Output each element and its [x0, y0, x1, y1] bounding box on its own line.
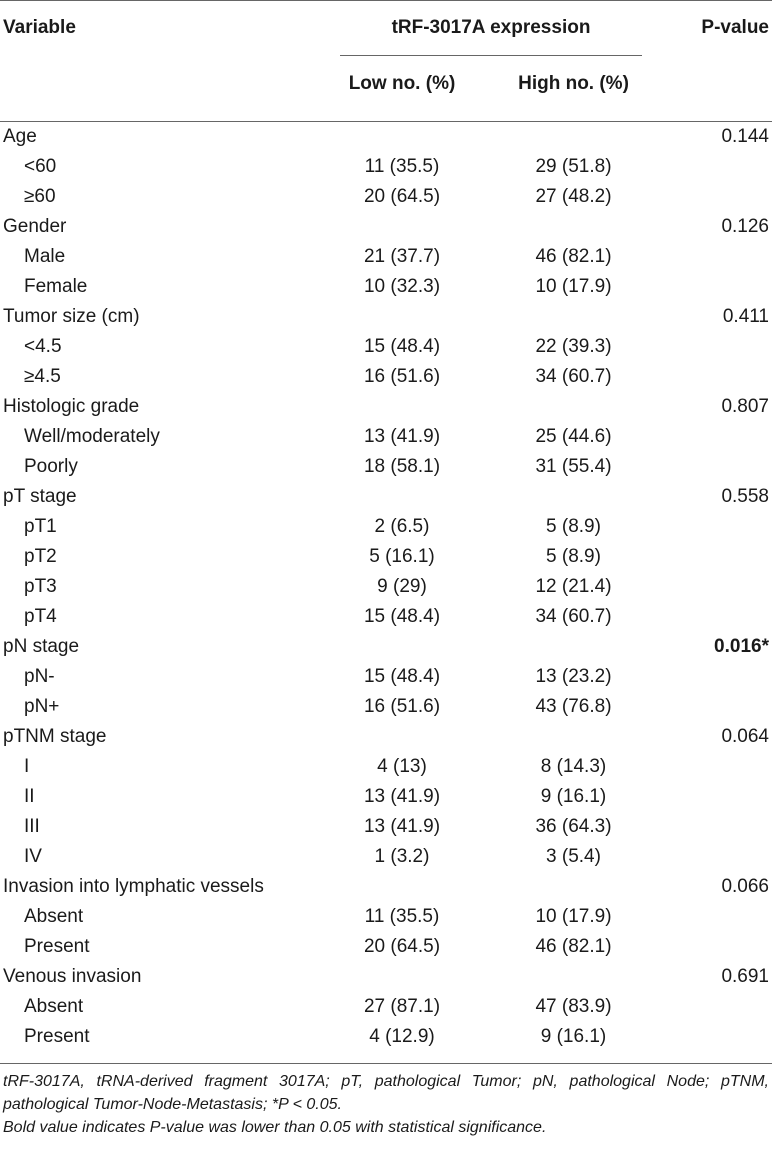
high-count-cell: 31 (55.4) — [535, 456, 612, 477]
high-count-cell: 8 (14.3) — [540, 756, 607, 777]
table-row-subitem — [0, 362, 772, 392]
table-row-subitem — [0, 542, 772, 572]
high-count-cell: 36 (64.3) — [535, 816, 612, 837]
header-variable: Variable — [3, 17, 76, 38]
row-label: <60 — [24, 156, 57, 177]
table-row-subitem — [0, 902, 772, 932]
table-row-subitem — [0, 842, 772, 872]
high-count-cell: 5 (8.9) — [546, 546, 601, 567]
table-row-subitem — [0, 812, 772, 842]
low-count-cell: 13 (41.9) — [363, 816, 441, 837]
pvalue-cell: 0.144 — [721, 126, 769, 147]
row-label: ≥60 — [24, 186, 56, 207]
table-row-subitem — [0, 662, 772, 692]
bottom-rule — [0, 1063, 772, 1064]
row-label: Histologic grade — [3, 396, 140, 417]
row-label: Present — [24, 1026, 90, 1047]
table-body — [0, 122, 772, 1052]
header-low: Low no. (%) — [348, 73, 456, 94]
low-count-cell: 2 (6.5) — [374, 516, 430, 537]
row-label: Absent — [24, 996, 84, 1017]
row-label: Well/moderately — [24, 426, 160, 447]
table-row-variable — [0, 302, 772, 332]
high-count-cell: 25 (44.6) — [535, 426, 612, 447]
pvalue-cell: 0.691 — [721, 966, 769, 987]
high-count-cell: 47 (83.9) — [535, 996, 612, 1017]
high-count-cell: 27 (48.2) — [535, 186, 612, 207]
table-row-subitem — [0, 692, 772, 722]
table-row-variable — [0, 872, 772, 902]
table-row-variable — [0, 482, 772, 512]
low-count-cell: 16 (51.6) — [363, 366, 441, 387]
high-count-cell: 13 (23.2) — [535, 666, 612, 687]
row-label: pTNM stage — [3, 726, 107, 747]
high-count-cell: 43 (76.8) — [535, 696, 612, 717]
low-count-cell: 5 (16.1) — [369, 546, 435, 567]
table-row-subitem — [0, 422, 772, 452]
table-row-variable — [0, 632, 772, 662]
row-label: pT3 — [24, 576, 57, 597]
high-count-cell: 9 (16.1) — [540, 786, 607, 807]
expression-span-rule — [340, 55, 642, 56]
table-row-subitem — [0, 242, 772, 272]
table-row-subitem — [0, 182, 772, 212]
row-label: pT4 — [24, 606, 57, 627]
row-label: pT1 — [24, 516, 57, 537]
pvalue-cell: 0.016* — [714, 636, 769, 657]
row-label: II — [24, 786, 35, 807]
table-row-variable — [0, 962, 772, 992]
pvalue-cell: 0.064 — [721, 726, 769, 747]
high-count-cell: 9 (16.1) — [540, 1026, 607, 1047]
low-count-cell: 15 (48.4) — [363, 336, 441, 357]
row-label: <4.5 — [24, 336, 62, 357]
low-count-cell: 9 (29) — [377, 576, 427, 597]
low-count-cell: 4 (12.9) — [369, 1026, 435, 1047]
table-row-subitem — [0, 932, 772, 962]
row-label: pT2 — [24, 546, 57, 567]
low-count-cell: 20 (64.5) — [363, 186, 441, 207]
low-count-cell: 15 (48.4) — [363, 666, 441, 687]
row-label: Tumor size (cm) — [3, 306, 140, 327]
low-count-cell: 20 (64.5) — [363, 936, 441, 957]
footnote-abbreviations: tRF-3017A, tRNA-derived fragment 3017A; pT, pathological Tumor; pN, pathological Node; pTNM, pathological Tumor-Node-Metastasis; *P < 0.05. — [3, 1073, 769, 1113]
high-count-cell: 46 (82.1) — [535, 246, 612, 267]
header-high: High no. (%) — [518, 73, 629, 94]
low-count-cell: 16 (51.6) — [363, 696, 441, 717]
high-count-cell: 10 (17.9) — [535, 906, 612, 927]
row-label: pN stage — [3, 636, 80, 657]
row-label: Venous invasion — [3, 966, 142, 987]
table-row-subitem — [0, 152, 772, 182]
high-count-cell: 3 (5.4) — [546, 846, 601, 867]
high-count-cell: 34 (60.7) — [535, 366, 612, 387]
table-row-variable — [0, 392, 772, 422]
row-label: Male — [24, 246, 66, 267]
high-count-cell: 10 (17.9) — [535, 276, 612, 297]
row-label: Poorly — [24, 456, 78, 477]
pvalue-cell: 0.411 — [722, 306, 769, 327]
low-count-cell: 10 (32.3) — [363, 276, 441, 297]
table-row-subitem — [0, 992, 772, 1022]
row-label: Age — [3, 126, 37, 147]
footnote-bold-note: Bold value indicates P-value was lower than 0.05 with statistical significance. — [3, 1119, 547, 1136]
row-label: pN- — [24, 666, 55, 687]
pvalue-cell: 0.807 — [721, 396, 769, 417]
row-label: Invasion into lymphatic vessels — [3, 876, 264, 897]
row-label: Gender — [3, 216, 67, 237]
table-row-subitem — [0, 512, 772, 542]
table-row-subitem — [0, 572, 772, 602]
low-count-cell: 1 (3.2) — [374, 846, 430, 867]
table-row-subitem — [0, 1022, 772, 1052]
table-row-subitem — [0, 272, 772, 302]
row-label: IV — [24, 846, 42, 867]
row-label: I — [24, 756, 30, 777]
high-count-cell: 34 (60.7) — [535, 606, 612, 627]
low-count-cell: 4 (13) — [377, 756, 427, 777]
row-label: pT stage — [3, 486, 77, 507]
high-count-cell: 5 (8.9) — [546, 516, 601, 537]
row-label: pN+ — [24, 696, 60, 717]
row-label: ≥4.5 — [24, 366, 61, 387]
pvalue-cell: 0.558 — [721, 486, 769, 507]
low-count-cell: 11 (35.5) — [364, 906, 440, 927]
row-label: Absent — [24, 906, 84, 927]
low-count-cell: 18 (58.1) — [363, 456, 441, 477]
high-count-cell: 29 (51.8) — [535, 156, 612, 177]
high-count-cell: 12 (21.4) — [535, 576, 612, 597]
table-row-subitem — [0, 452, 772, 482]
low-count-cell: 13 (41.9) — [363, 786, 441, 807]
low-count-cell: 15 (48.4) — [363, 606, 441, 627]
low-count-cell: 11 (35.5) — [364, 156, 440, 177]
top-rule — [0, 0, 772, 1]
row-label: Female — [24, 276, 88, 297]
table-row-variable — [0, 722, 772, 752]
row-label: Present — [24, 936, 90, 957]
pvalue-cell: 0.126 — [721, 216, 769, 237]
table-row-variable — [0, 212, 772, 242]
low-count-cell: 13 (41.9) — [363, 426, 441, 447]
table-row-subitem — [0, 602, 772, 632]
high-count-cell: 22 (39.3) — [535, 336, 612, 357]
table-row-subitem — [0, 752, 772, 782]
header-pvalue: P-value — [701, 17, 769, 38]
header-expression: tRF-3017A expression — [391, 17, 591, 38]
pvalue-cell: 0.066 — [721, 876, 769, 897]
low-count-cell: 27 (87.1) — [363, 996, 441, 1017]
high-count-cell: 46 (82.1) — [535, 936, 612, 957]
low-count-cell: 21 (37.7) — [363, 246, 441, 267]
row-label: III — [24, 816, 40, 837]
table-row-variable — [0, 122, 772, 152]
table-row-subitem — [0, 782, 772, 812]
table-row-subitem — [0, 332, 772, 362]
